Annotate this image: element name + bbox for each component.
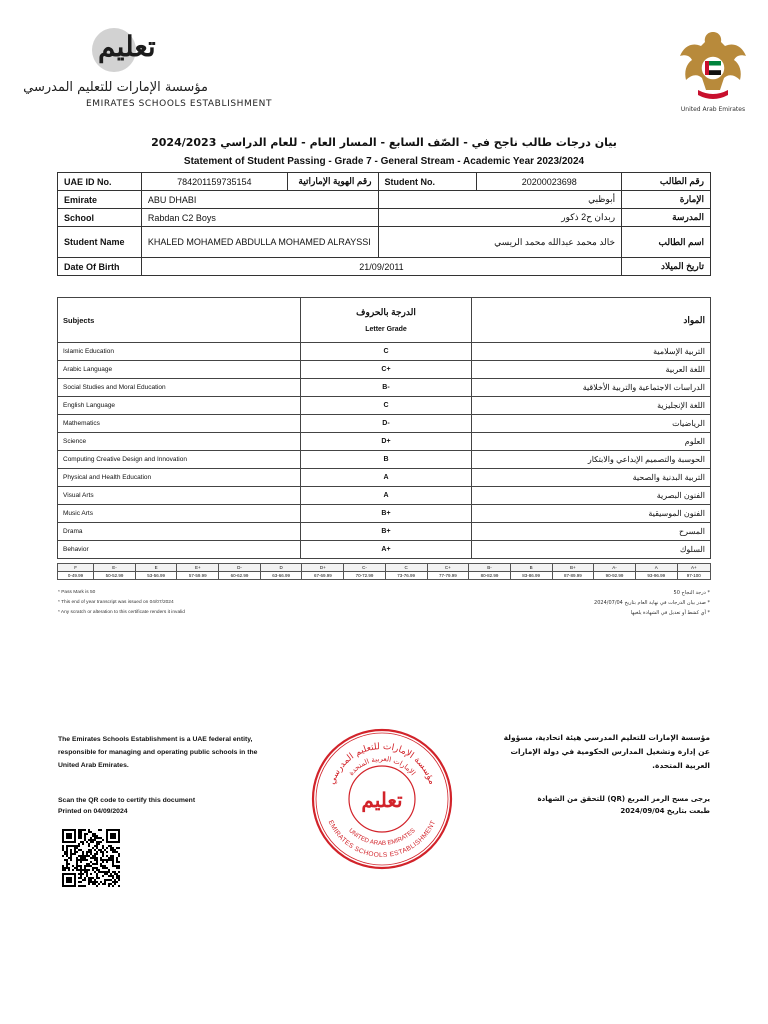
scale-range: 83-86.99 bbox=[510, 572, 552, 580]
grades-table bbox=[57, 297, 711, 559]
subject-grade: C bbox=[301, 397, 472, 415]
student-name-label-ar: اسم الطالب bbox=[622, 227, 711, 258]
subject-name-ar: السلوك bbox=[472, 541, 711, 559]
stamp-center-text: تعليم bbox=[361, 788, 403, 812]
grade-row bbox=[58, 379, 711, 397]
dob-label-ar: تاريخ الميلاد bbox=[622, 258, 711, 276]
emirate-value: ABU DHABI bbox=[141, 191, 378, 209]
ese-logo bbox=[23, 24, 273, 112]
note-issued: * This end of year transcript was issued on 04/07/2024 bbox=[58, 600, 174, 605]
note-issued-ar: * صدر بيان الدرجات في نهاية العام بتاريخ 2024/07/04 bbox=[594, 600, 710, 606]
scale-letter: B+ bbox=[552, 564, 594, 572]
uae-id-value: 784201159735154 bbox=[141, 173, 287, 191]
subject-name-en: Visual Arts bbox=[58, 487, 301, 505]
document-title-ar: بيان درجات طالب ناجح في - الصّف السابع - المسار العام - للعام الدراسي 2024/2023 bbox=[151, 136, 617, 149]
subject-name-ar: التربية الإسلامية bbox=[472, 343, 711, 361]
scale-letter: F bbox=[58, 564, 94, 572]
subject-grade: B+ bbox=[301, 523, 472, 541]
school-value: Rabdan C2 Boys bbox=[141, 209, 378, 227]
note-alteration: * Any scratch or alteration to this certificate renders it invalid bbox=[58, 610, 185, 615]
scale-letters-row bbox=[58, 564, 711, 572]
scale-letter: A- bbox=[594, 564, 636, 572]
letter-grade-header-ar: الدرجة بالحروف bbox=[356, 307, 416, 317]
scale-range: 60-62.99 bbox=[219, 572, 261, 580]
grading-scale-table bbox=[57, 563, 711, 580]
scale-range: 63-66.99 bbox=[260, 572, 302, 580]
official-stamp bbox=[310, 727, 454, 871]
scan-instruction-en: Scan the QR code to certify this document bbox=[58, 797, 196, 804]
subject-name-en: Drama bbox=[58, 523, 301, 541]
subject-name-en: English Language bbox=[58, 397, 301, 415]
subject-name-ar: الفنون الموسيقية bbox=[472, 505, 711, 523]
student-name-row bbox=[58, 227, 711, 258]
grade-row bbox=[58, 343, 711, 361]
grade-row bbox=[58, 505, 711, 523]
subject-name-ar: الفنون البصرية bbox=[472, 487, 711, 505]
printed-date-en: Printed on 04/09/2024 bbox=[58, 808, 128, 815]
scale-letter: C+ bbox=[427, 564, 469, 572]
subject-name-en: Islamic Education bbox=[58, 343, 301, 361]
scale-letter: B bbox=[510, 564, 552, 572]
subject-name-en: Behavior bbox=[58, 541, 301, 559]
subject-grade: B- bbox=[301, 379, 472, 397]
grade-row bbox=[58, 361, 711, 379]
scale-letter: A+ bbox=[677, 564, 710, 572]
stamp-ring-en: EMIRATES SCHOOLS ESTABLISHMENT bbox=[326, 819, 438, 860]
grade-row bbox=[58, 541, 711, 559]
stamp-ring-ar2: الإمارات العربية المتحدة bbox=[347, 754, 417, 778]
subject-name-ar: العلوم bbox=[472, 433, 711, 451]
scale-letter: D bbox=[260, 564, 302, 572]
grade-row bbox=[58, 397, 711, 415]
scale-range: 70-72.99 bbox=[344, 572, 386, 580]
subject-name-ar: الدراسات الاجتماعية والتربية الأخلاقية bbox=[472, 379, 711, 397]
scale-letter: E bbox=[135, 564, 177, 572]
subject-name-en: Science bbox=[58, 433, 301, 451]
scale-letter: C bbox=[385, 564, 427, 572]
scale-range: 93-96.99 bbox=[635, 572, 677, 580]
stamp-ring-en2: UNITED ARAB EMIRATES bbox=[347, 827, 417, 848]
grade-row bbox=[58, 415, 711, 433]
scale-letter: B- bbox=[469, 564, 511, 572]
uae-id-label-ar: رقم الهوية الإماراتية bbox=[287, 173, 378, 191]
qr-code-icon[interactable] bbox=[62, 829, 120, 887]
grade-row bbox=[58, 469, 711, 487]
subject-grade: A+ bbox=[301, 541, 472, 559]
printed-date-ar: طبعت بتاريخ 2024/09/04 bbox=[620, 807, 710, 815]
scale-range: 97-100 bbox=[677, 572, 710, 580]
subject-grade: B bbox=[301, 451, 472, 469]
logo-brand-text: تعليم bbox=[98, 30, 156, 63]
school-label: School bbox=[58, 209, 142, 227]
subject-grade: A bbox=[301, 469, 472, 487]
scale-range: 50-52.99 bbox=[94, 572, 136, 580]
scale-ranges-row bbox=[58, 572, 711, 580]
dob-label: Date Of Birth bbox=[58, 258, 142, 276]
subject-grade: D- bbox=[301, 415, 472, 433]
school-label-ar: المدرسة bbox=[622, 209, 711, 227]
grade-row bbox=[58, 487, 711, 505]
subject-name-ar: الرياضيات bbox=[472, 415, 711, 433]
subject-name-en: Computing Creative Design and Innovation bbox=[58, 451, 301, 469]
grade-row bbox=[58, 523, 711, 541]
emirate-value-ar: أبوظبي bbox=[378, 191, 622, 209]
uae-id-row bbox=[58, 173, 711, 191]
subject-grade: B+ bbox=[301, 505, 472, 523]
footer-about-ar: مؤسسة الإمارات للتعليم المدرسي هيئة اتحادية، مسؤولة عن إدارة وتشغيل المدارس الحكومية في دولة الإمارات العربية المتحدة. bbox=[503, 733, 710, 770]
scale-range: 57-59.99 bbox=[177, 572, 219, 580]
scale-range: 90-92.99 bbox=[594, 572, 636, 580]
scale-letter: C- bbox=[344, 564, 386, 572]
subjects-header-ar: المواد bbox=[472, 298, 711, 343]
student-no-label: Student No. bbox=[378, 173, 477, 191]
scale-letter: D+ bbox=[302, 564, 344, 572]
subject-name-ar: اللغة الإنجليزية bbox=[472, 397, 711, 415]
scale-range: 0-49.99 bbox=[58, 572, 94, 580]
subject-name-en: Mathematics bbox=[58, 415, 301, 433]
student-name-label: Student Name bbox=[58, 227, 142, 258]
notes-ar bbox=[594, 588, 710, 618]
note-pass-mark-ar: * درجة النجاح 50 bbox=[673, 590, 710, 596]
school-row bbox=[58, 209, 711, 227]
scale-letter: D- bbox=[219, 564, 261, 572]
scale-range: 73-76.99 bbox=[385, 572, 427, 580]
subject-name-en: Arabic Language bbox=[58, 361, 301, 379]
note-pass-mark: * Pass Mark is 50 bbox=[58, 590, 96, 595]
student-name-value: KHALED MOHAMED ABDULLA MOHAMED ALRAYSSI bbox=[141, 227, 378, 258]
scale-range: 53-56.99 bbox=[135, 572, 177, 580]
dob-row bbox=[58, 258, 711, 276]
scale-range: 80-82.99 bbox=[469, 572, 511, 580]
falcon-emblem-icon bbox=[676, 24, 750, 104]
stamp-ring-ar: مؤسسة الإمارات للتعليم المدرسي bbox=[327, 741, 437, 786]
subject-grade: C bbox=[301, 343, 472, 361]
uae-id-label: UAE ID No. bbox=[58, 173, 142, 191]
uae-caption: United Arab Emirates bbox=[680, 106, 746, 113]
scale-range: 87-89.99 bbox=[552, 572, 594, 580]
subject-name-ar: التربية البدنية والصحية bbox=[472, 469, 711, 487]
scale-letter: E- bbox=[94, 564, 136, 572]
document-title-en: Statement of Student Passing - Grade 7 - General Stream - Academic Year 2023/2024 bbox=[183, 156, 585, 167]
student-no-value: 20200023698 bbox=[477, 173, 622, 191]
emirate-label-ar: الإمارة bbox=[622, 191, 711, 209]
student-name-value-ar: خالد محمد عبدالله محمد الريسي bbox=[378, 227, 622, 258]
grade-row bbox=[58, 451, 711, 469]
subject-grade: C+ bbox=[301, 361, 472, 379]
uae-emblem bbox=[676, 24, 750, 116]
grade-row bbox=[58, 433, 711, 451]
scan-info-ar bbox=[538, 793, 710, 817]
subject-name-ar: الحوسبة والتصميم الإبداعي والابتكار bbox=[472, 451, 711, 469]
note-alteration-ar: * أي كشط أو تعديل في الشهادة يلغيها bbox=[630, 610, 710, 616]
establishment-name-ar: مؤسسة الإمارات للتعليم المدرسي bbox=[23, 80, 208, 95]
subject-grade: D+ bbox=[301, 433, 472, 451]
letter-grade-header bbox=[301, 298, 472, 343]
scale-range: 77-79.99 bbox=[427, 572, 469, 580]
dob-value: 21/09/2011 bbox=[141, 258, 621, 276]
scan-info-en bbox=[58, 795, 195, 817]
subjects-header: Subjects bbox=[58, 298, 301, 343]
subject-grade: A bbox=[301, 487, 472, 505]
scale-range: 67-69.99 bbox=[302, 572, 344, 580]
emirate-row bbox=[58, 191, 711, 209]
subject-name-en: Social Studies and Moral Education bbox=[58, 379, 301, 397]
scale-letter: E+ bbox=[177, 564, 219, 572]
subject-name-ar: اللغة العربية bbox=[472, 361, 711, 379]
subject-name-ar: المسرح bbox=[472, 523, 711, 541]
subject-name-en: Physical and Health Education bbox=[58, 469, 301, 487]
establishment-name-en: EMIRATES SCHOOLS ESTABLISHMENT bbox=[86, 99, 273, 109]
emirate-label: Emirate bbox=[58, 191, 142, 209]
student-info-table bbox=[57, 172, 711, 276]
notes-en bbox=[58, 588, 185, 618]
student-no-label-ar: رقم الطالب bbox=[622, 173, 711, 191]
grades-header-row bbox=[58, 298, 711, 343]
school-value-ar: ربدان ح2 ذكور bbox=[378, 209, 622, 227]
scale-letter: A bbox=[635, 564, 677, 572]
scan-instruction-ar: يرجى مسح الرمز المربع (QR) للتحقق من الشهادة bbox=[537, 795, 710, 803]
letter-grade-header-en: Letter Grade bbox=[365, 326, 407, 333]
subject-name-en: Music Arts bbox=[58, 505, 301, 523]
footer-about-en: The Emirates Schools Establishment is a UAE federal entity, responsible for managing and operating public schools in the United Arab Emirates. bbox=[58, 736, 258, 769]
